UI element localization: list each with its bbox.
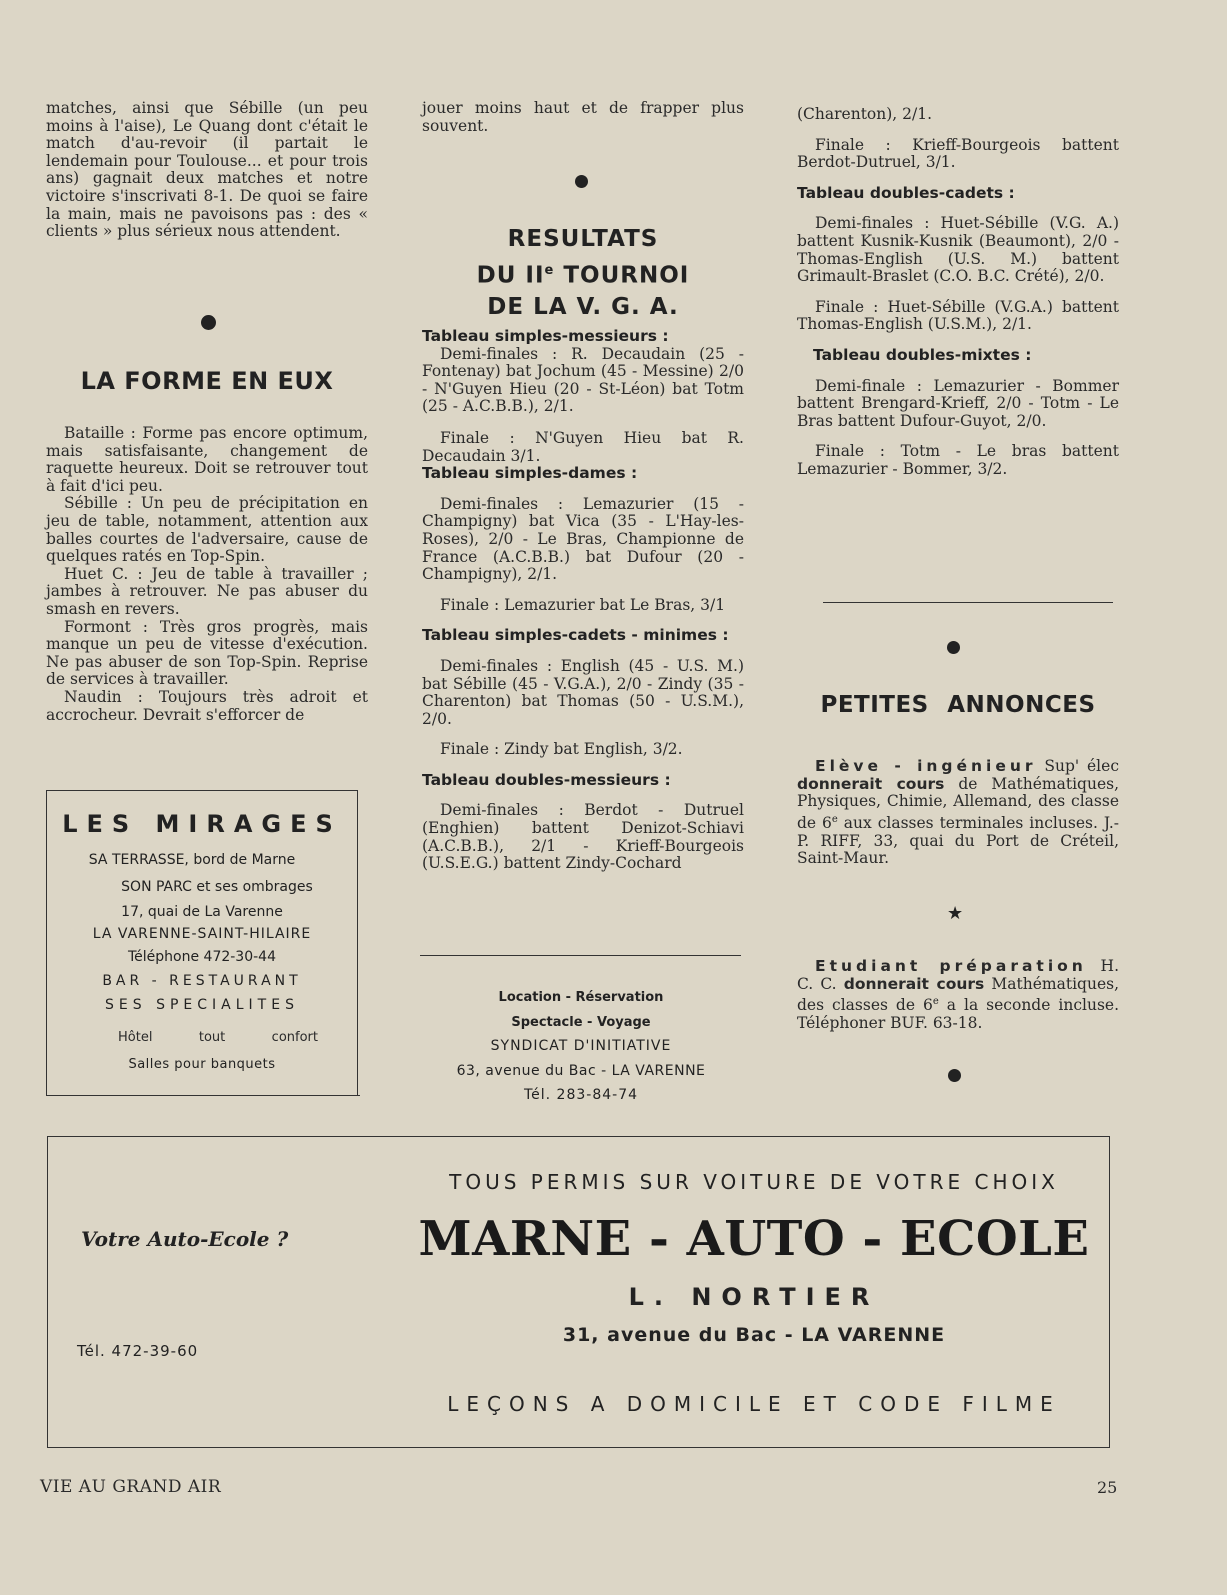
syndicat-address: 63, avenue du Bac - LA VARENNE — [456, 1063, 706, 1079]
auto-ecole-right — [417, 1136, 1091, 1448]
mirages-terrasse: SA TERRASSE, bord de Marne — [88, 852, 296, 868]
ad2-title: Etudiant préparation — [815, 957, 1087, 975]
mirages-city: LA VARENNE-SAINT-HILAIRE — [92, 926, 312, 942]
player-formont: Formont : Très gros progrès, mais manque un peu de vitesse d'exécution. Ne pas abuser de son Top-Spin. Reprise de services à travailler. — [46, 617, 368, 689]
simples-dames-demi: Demi-finales : Lemazurier (15 - Champigny) bat Vica (35 - L'Hay-les-Roses), 2/0 - Le Bras, Championne de France (A.C.B.B.) bat Dufour (20 - Champigny), 2/1. — [422, 494, 744, 584]
section-bullet — [201, 315, 216, 330]
col3-intro: (Charenton), 2/1. — [797, 105, 933, 123]
doubles-messieurs-demi: Demi-finales : Berdot - Dutruel (Enghien) battent Denizot-Schiavi (A.C.B.B.), 2/1 - Krieff-Bourgeois (U.S.E.G.) battent Zindy-Cochard — [422, 801, 744, 873]
section-bullet — [948, 1069, 961, 1082]
mirages-tout: tout — [198, 1030, 226, 1045]
auto-ecole-phone: Tél. 472-39-60 — [77, 1342, 199, 1360]
column-middle — [422, 100, 744, 135]
tableau-simples-messieurs: Tableau simples-messieurs : — [422, 327, 669, 345]
auto-ecole-lecons: LEÇONS A DOMICILE ET CODE FILME — [447, 1392, 1061, 1416]
section-bullet — [947, 641, 960, 654]
ad-les-mirages — [46, 790, 358, 1096]
mirages-title: LES MIRAGES — [62, 810, 342, 838]
heading-resultats — [422, 224, 744, 323]
star-separator: ★ — [947, 903, 964, 924]
auto-ecole-question: Votre Auto-Ecole ? — [81, 1227, 289, 1251]
simples-dames-finale: Finale : Lemazurier bat Le Bras, 3/1 — [440, 595, 726, 614]
heading-resultats-line1: RESULTATS — [507, 226, 659, 252]
auto-ecole-owner: L. NORTIER — [628, 1283, 880, 1311]
syndicat-spectacle: Spectacle - Voyage — [511, 1015, 651, 1030]
mirages-bar: BAR - RESTAURANT — [102, 973, 302, 989]
mirages-hotel: Hôtel — [118, 1030, 153, 1045]
auto-ecole-tous-permis: TOUS PERMIS SUR VOITURE DE VOTRE CHOIX — [449, 1170, 1059, 1194]
mirages-parc: SON PARC et ses ombrages — [121, 879, 313, 895]
syndicat-location: Location - Réservation — [498, 990, 664, 1005]
column-middle-body — [422, 328, 744, 873]
doubles-messieurs-finale: Finale : Krieff-Bourgeois battent Berdot-Dutruel, 3/1. — [797, 135, 1119, 172]
tableau-simples-cadets: Tableau simples-cadets - minimes : — [422, 626, 729, 645]
section-bullet — [575, 175, 588, 188]
auto-ecole-name: MARNE - AUTO - ECOLE — [418, 1211, 1090, 1267]
player-huet: Huet C. : Jeu de table à travailler ; jambes à retrouver. Ne pas abuser du smash en revers. — [46, 564, 368, 618]
syndicat-title: SYNDICAT D'INITIATIVE — [490, 1038, 672, 1054]
simples-messieurs-demi: Demi-finales : R. Decaudain (25 - Fontenay) bat Jochum (45 - Messine) 2/0 - N'Guyen Hieu (20 - St-Léon) bat Totm (25 - A.C.B.B.), 2/1. — [422, 344, 744, 416]
ad1-title: Elève - ingénieur — [815, 757, 1037, 775]
classified-ad-1: Elève - ingénieur Sup' élec donnerait cours de Mathématiques, Physiques, Chimie, Allemand, des classe de 6e aux classes terminales incluses. J.-P. RIFF, 33, quai du Port de Créteil, Saint-Maur. — [797, 757, 1120, 868]
doubles-mixtes-demi: Demi-finale : Lemazurier - Bommer battent Brengard-Krieff, 2/0 - Totm - Le Bras battent Dufour-Guyot, 2/0. — [797, 376, 1119, 430]
heading-petites-annonces: PETITES ANNONCES — [820, 692, 1096, 718]
footer-page-number: 25 — [1097, 1478, 1118, 1497]
doubles-cadets-demi: Demi-finales : Huet-Sébille (V.G. A.) battent Kusnik-Kusnik (Beaumont), 2/0 - Thomas-English (U.S. M.) battent Grimault-Braslet (C.O. B.C. Crété), 2/0. — [797, 214, 1119, 286]
mirages-specialites: SES SPECIALITES — [105, 997, 299, 1013]
simples-messieurs-finale: Finale : N'Guyen Hieu bat R. Decaudain 3/1. — [422, 428, 744, 465]
col2-intro: jouer moins haut et de frapper plus souvent. — [422, 99, 744, 135]
doubles-cadets-finale: Finale : Huet-Sébille (V.G.A.) battent Thomas-English (U.S.M.), 2/1. — [797, 297, 1119, 334]
simples-cadets-finale: Finale : Zindy bat English, 3/2. — [440, 740, 683, 759]
mirages-confort: confort — [271, 1030, 318, 1045]
ad-syndicat — [418, 988, 744, 1108]
mirages-salles: Salles pour banquets — [128, 1057, 276, 1072]
syndicat-phone: Tél. 283-84-74 — [523, 1087, 639, 1103]
classified-ad-2: Etudiant préparation H. C. C. donnerait cours Mathématiques, des classes de 6e a la seconde incluse. Téléphoner BUF. 63-18. — [797, 957, 1120, 1032]
player-naudin: Naudin : Toujours très adroit et accrocheur. Devrait s'efforcer de — [46, 687, 368, 724]
doubles-mixtes-finale: Finale : Totm - Le bras battent Lemazurier - Bommer, 3/2. — [797, 442, 1119, 478]
tableau-doubles-cadets: Tableau doubles-cadets : — [797, 183, 1015, 202]
divider — [823, 602, 1113, 603]
mirages-address: 17, quai de La Varenne — [121, 904, 283, 920]
column-right — [797, 106, 1119, 479]
tableau-doubles-messieurs: Tableau doubles-messieurs : — [422, 770, 671, 789]
col1-intro: matches, ainsi que Sébille (un peu moins à l'aise), Le Quang dont c'était le match d'au-revoir (il partait le lendemain pour Toulouse... et pour trois ans) gagnait deux matches et notre victoire s'inscrivati 8-1. De quoi se faire la main, mais ne pavoisons pas : des « clients » plus sérieux nous attendent. — [46, 99, 368, 241]
simples-cadets-demi: Demi-finales : English (45 - U.S. M.) bat Sébille (45 - V.G.A.), 2/0 - Zindy (35 - Charenton) bat Thomas (50 - U.S.M.), 2/0. — [422, 656, 744, 728]
column-left — [46, 100, 368, 241]
heading-resultats-line2: DU IIe TOURNOI — [476, 262, 690, 289]
footer-magazine-title: VIE AU GRAND AIR — [40, 1477, 222, 1497]
player-bataille: Bataille : Forme pas encore optimum, mais satisfaisante, changement de raquette heureux. Doit se retrouver tout à fait d'ici peu. — [46, 424, 368, 495]
auto-ecole-address: 31, avenue du Bac - LA VARENNE — [562, 1324, 946, 1346]
player-sebille: Sébille : Un peu de précipitation en jeu de table, notamment, attention aux balles courtes de l'adversaire, cause de quelques ratés en Top-Spin. — [46, 494, 368, 566]
tableau-simples-dames: Tableau simples-dames : — [422, 464, 638, 483]
divider — [420, 955, 741, 956]
tableau-doubles-mixtes: Tableau doubles-mixtes : — [813, 345, 1032, 364]
heading-la-forme: LA FORME EN EUX — [80, 367, 334, 395]
heading-resultats-line3: DE LA V. G. A. — [487, 293, 679, 320]
mirages-phone: Téléphone 472-30-44 — [127, 949, 276, 965]
column-left-body — [46, 425, 368, 724]
ad-marne-auto-ecole — [47, 1136, 1110, 1448]
